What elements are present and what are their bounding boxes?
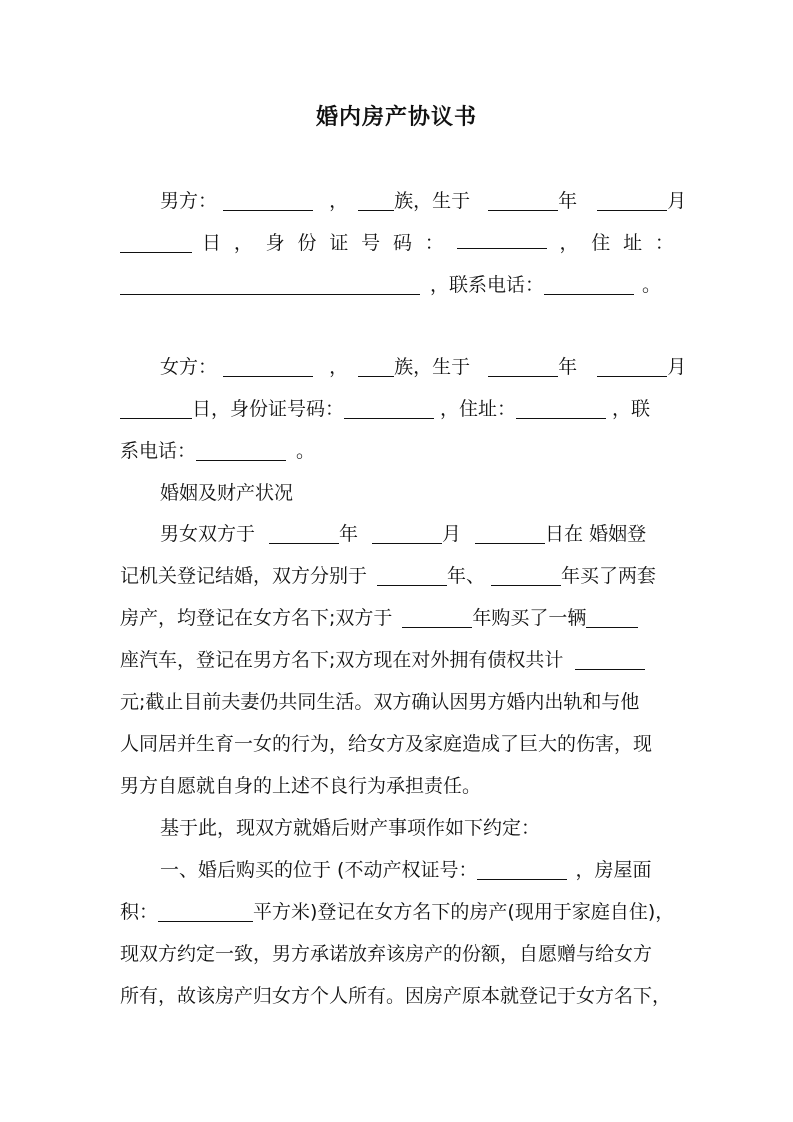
year-label: 年	[558, 190, 578, 212]
id-label-char: 身	[265, 232, 285, 254]
text: 年买了两套	[561, 565, 657, 587]
p1-line-7: 男方自愿就自身的上述不良行为承担责任。	[120, 775, 482, 797]
certificate-blank	[477, 861, 567, 880]
text: 年购买了一辆	[472, 607, 587, 629]
text: 一、婚后购买的位于 (不动产权证号：	[160, 859, 478, 881]
section-heading: 婚姻及财产状况	[160, 482, 294, 504]
p3-line-1	[160, 857, 651, 883]
text: 房产，均登记在女方名下;双方于	[120, 607, 393, 629]
id-label-char: 份	[297, 232, 317, 254]
ethnicity-blank	[358, 358, 394, 377]
separator: ，	[559, 232, 579, 254]
month-blank	[597, 192, 667, 211]
female-line-2	[120, 396, 650, 422]
male-line-2	[120, 230, 674, 256]
phone-blank	[544, 276, 634, 295]
p1-line-2	[120, 563, 656, 589]
year-blank	[269, 525, 339, 544]
month-label: 月	[667, 356, 687, 378]
amount-blank	[575, 651, 645, 670]
name-blank	[223, 358, 313, 377]
p1-line-5: 元;截止目前夫妻仍共同生活。双方确认因男方婚内出轨和与他	[120, 691, 640, 713]
document-title: 婚内房产协议书	[315, 105, 477, 130]
seat-blank	[586, 609, 638, 628]
year-blank	[488, 358, 558, 377]
ethnicity-birth-label: 族，生于	[394, 190, 471, 212]
address-label: ，住址：	[440, 398, 517, 420]
p3-line-3: 现双方约定一致，男方承诺放弃该房产的份额，自愿赠与给女方	[120, 943, 653, 965]
p3-line-4: 所有，故该房产归女方个人所有。因房产原本就登记于女方名下，	[120, 985, 672, 1007]
female-label: 女方：	[160, 356, 218, 378]
p1-line-6: 人同居并生育一女的行为，给女方及家庭造成了巨大的伤害，现	[120, 733, 653, 755]
id-label-char: 码	[392, 232, 412, 254]
day-id-label: 日，身份证号码：	[192, 398, 345, 420]
id-label-char: 号	[361, 232, 381, 254]
p1-line-1	[160, 521, 646, 547]
id-label-char: ：	[424, 232, 444, 254]
phone-blank	[196, 442, 286, 461]
separator: ，	[233, 232, 253, 254]
ethnicity-blank	[358, 192, 394, 211]
year-blank	[402, 609, 472, 628]
address-label-char: ：	[654, 232, 674, 254]
p3-line-2	[120, 899, 674, 925]
female-line-1	[160, 354, 686, 380]
p2-line: 基于此，现双方就婚后财产事项作如下约定：	[160, 817, 541, 839]
address-blank	[120, 276, 420, 295]
text: 年、	[447, 565, 486, 587]
phone-label-end: 系电话：	[120, 440, 197, 462]
year-blank	[377, 567, 447, 586]
month-label: 月	[667, 190, 687, 212]
id-number-blank	[344, 400, 434, 419]
id-number-blank	[457, 230, 547, 249]
phone-label: ，联系电话：	[430, 274, 545, 296]
text: 日在 婚姻登	[545, 523, 647, 545]
text: 积：	[120, 901, 159, 923]
year-label: 年	[339, 523, 359, 545]
separator: ，	[329, 190, 349, 212]
p1-line-3	[120, 605, 638, 631]
period: 。	[296, 440, 316, 462]
address-label-char: 住	[591, 232, 611, 254]
year-blank	[488, 192, 558, 211]
day-blank	[120, 234, 192, 253]
address-label-char: 址	[623, 232, 643, 254]
year-blank	[491, 567, 561, 586]
text: 记机关登记结婚，双方分别于	[120, 565, 368, 587]
text: 座汽车，登记在男方名下;双方现在对外拥有债权共计	[120, 649, 564, 671]
area-blank	[158, 903, 253, 922]
separator: ，	[329, 356, 349, 378]
month-blank	[372, 525, 442, 544]
male-line-1	[160, 188, 686, 214]
male-line-3	[120, 272, 661, 298]
month-blank	[597, 358, 667, 377]
month-label: 月	[442, 523, 462, 545]
address-blank	[516, 400, 606, 419]
ethnicity-birth-label: 族，生于	[394, 356, 471, 378]
phone-label-start: ，联	[612, 398, 651, 420]
day-label: 日	[202, 232, 222, 254]
year-label: 年	[558, 356, 578, 378]
id-label-char: 证	[329, 232, 349, 254]
day-blank	[120, 400, 192, 419]
day-blank	[475, 525, 545, 544]
text: ，房屋面	[575, 859, 652, 881]
period: 。	[642, 274, 662, 296]
p1-line-4	[120, 647, 645, 673]
male-label: 男方：	[160, 190, 218, 212]
text: 平方米)登记在女方名下的房产(现用于家庭自住)，	[253, 901, 675, 923]
text: 男女双方于	[160, 523, 256, 545]
name-blank	[223, 192, 313, 211]
female-line-3	[120, 438, 315, 464]
